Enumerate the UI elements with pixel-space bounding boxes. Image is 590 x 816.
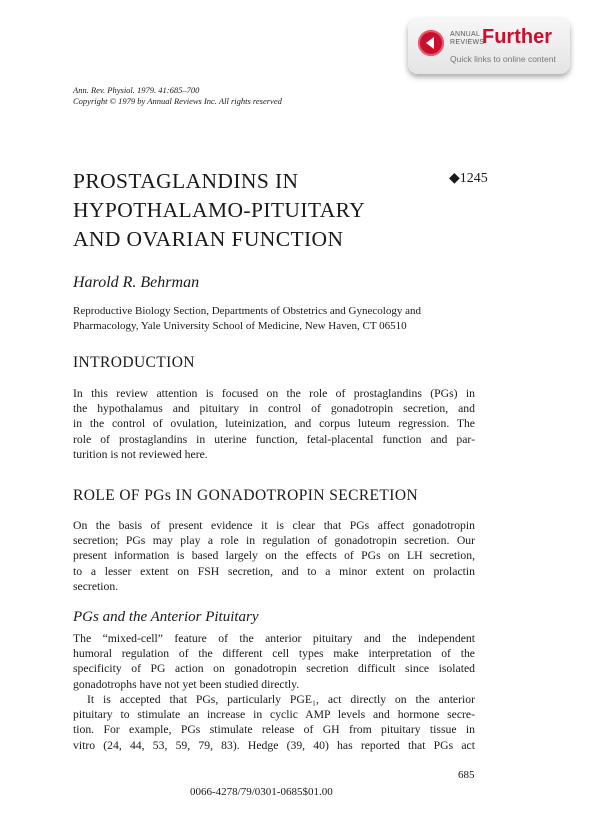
article-title xyxy=(73,167,365,254)
badge-title: Further xyxy=(482,26,552,48)
reference-number: ◆1245 xyxy=(449,171,488,186)
heading-role-of-pgs: ROLE OF PGs IN GONADOTROPIN SECRETION xyxy=(73,487,419,504)
affiliation-line: Reproductive Biology Section, Departments of Obstetrics and Gynecology and xyxy=(73,305,421,317)
text-line: secretion. xyxy=(73,579,119,593)
paragraph-introduction xyxy=(73,386,475,462)
further-badge[interactable] xyxy=(408,18,570,74)
footer-code: 0066-4278/79/0301-0685$01.00 xyxy=(190,786,333,798)
heading-introduction: INTRODUCTION xyxy=(73,354,195,371)
author-affiliation xyxy=(73,304,493,334)
badge-subtitle: Quick links to online content xyxy=(450,54,556,64)
text-line: in the control of ovulation, luteinization, and corpus luteum regression. The xyxy=(73,417,475,431)
citation-line: Ann. Rev. Physiol. 1979. 41:685–700 xyxy=(73,85,200,95)
title-line: HYPOTHALAMO-PITUITARY xyxy=(73,198,366,222)
journal-citation xyxy=(73,85,282,107)
title-line: AND OVARIAN FUNCTION xyxy=(73,227,344,251)
text-line: pituitary to stimulate an increase in cyclic AMP levels and hormone secre- xyxy=(73,708,475,722)
text-line: specificity of PG action on gonadotropin secretion difficult since isolated xyxy=(73,662,475,676)
text-line: secretion; PGs may play a role in regulation of gonadotropin secretion. Our xyxy=(73,534,475,548)
affiliation-line: Pharmacology, Yale University School of Medicine, New Haven, CT 06510 xyxy=(73,320,407,332)
badge-publisher: ANNUAL REVIEWS xyxy=(450,31,485,46)
subheading-anterior-pituitary: PGs and the Anterior Pituitary xyxy=(73,609,259,625)
text-line: The “mixed-cell” feature of the anterior pituitary and the independent xyxy=(73,632,475,645)
text-line: vitro (24, 44, 53, 59, 79, 83). Hedge (39, 40) has reported that PGs act xyxy=(73,738,475,752)
author-name: Harold R. Behrman xyxy=(73,274,200,291)
title-line: PROSTAGLANDINS IN xyxy=(73,169,299,193)
text-line: to a lesser extent on FSH secretion, and to a minor extent on prolactin xyxy=(73,564,475,578)
text-line: present information is based largely on the effects of PGs on LH secretion, xyxy=(73,549,475,563)
text-line: On the basis of present evidence it is clear that PGs affect gonadotropin xyxy=(73,519,475,532)
paragraph-role-of-pgs xyxy=(73,518,475,594)
paragraph-mixed-cell xyxy=(73,631,475,692)
text-line: tion. For example, PGs stimulate release of GH from pituitary tissue in xyxy=(73,723,475,737)
text-line: It is accepted that PGs, particularly PGE₁, act directly on the anterior xyxy=(87,693,475,706)
paragraph-pge1 xyxy=(73,692,475,753)
text-line: humoral regulation of the different cell types make interpretation of the xyxy=(73,647,475,661)
text-line: In this review attention is focused on the role of prostaglandins (PGs) in xyxy=(73,387,475,400)
page-number: 685 xyxy=(458,769,475,781)
play-back-icon xyxy=(418,30,444,56)
copyright-line: Copyright © 1979 by Annual Reviews Inc. All rights reserved xyxy=(73,96,282,106)
text-line: gonadotrophs have not yet been studied directly. xyxy=(73,677,300,691)
text-line: the hypothalamus and pituitary in control of gonadotropin secretion, and xyxy=(73,402,475,416)
text-line: role of prostaglandins in uterine function, fetal-placental function and par- xyxy=(73,432,475,446)
text-line: turition is not reviewed here. xyxy=(73,447,208,461)
